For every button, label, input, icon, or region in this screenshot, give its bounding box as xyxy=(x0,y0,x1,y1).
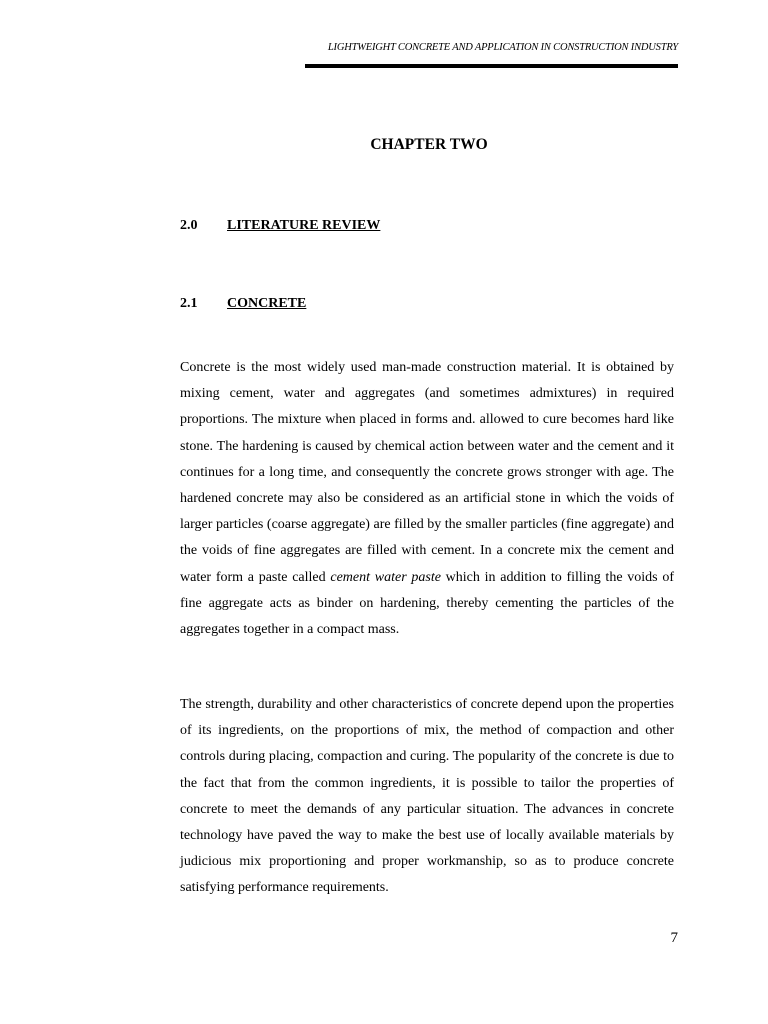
chapter-title: CHAPTER TWO xyxy=(370,136,488,153)
section-number: 2.0 xyxy=(180,218,198,233)
body-paragraph-2: The strength, durability and other characteristics of concrete depend upon the properties of its ingredients, on the proportions of mix, the method of compaction and other controls during placing, compaction and curing. The popularity of the concrete is due to the fact that from the common ingredients, it is possible to tailor the properties of concrete to meet the demands of any particular situation. The advances in concrete technology have paved the way to make the best use of locally available materials by judicious mix proportioning and proper workmanship, so as to produce concrete satisfying performance requirements. xyxy=(180,697,674,896)
section-title: CONCRETE xyxy=(227,296,307,311)
section-heading-2-0 xyxy=(180,218,380,234)
section-title: LITERATURE REVIEW xyxy=(227,218,381,233)
section-heading-2-1 xyxy=(180,296,306,312)
emphasized-term: cement water paste xyxy=(330,569,441,585)
paragraph-text: Concrete is the most widely used man-made construction material. It is obtained by mixing cement, water and aggregates (and sometimes admixtures) in required proportions. The mixture when placed in forms and. allowed to cure becomes hard like stone. The hardening is caused by chemical action between water and the cement and it continues for a long time, and consequently the concrete grows stronger with age. The hardened concrete may also be considered as an artificial stone in which the voids of larger particles (coarse aggregate) are filled by the smaller particles (fine aggregate) and the voids of fine aggregates are filled with cement. In a concrete mix the cement and water form a paste called xyxy=(180,360,674,585)
body-paragraph-1 xyxy=(180,355,674,643)
paragraph-text: which in addition to filling the voids of fine aggregate acts as binder on hardening, thereby cementing the particles of the aggregates together in a compact mass. xyxy=(180,569,674,638)
running-header: LIGHTWEIGHT CONCRETE AND APPLICATION IN CONSTRUCTION INDUSTRY xyxy=(327,42,678,53)
header-rule xyxy=(305,64,678,68)
page-number: 7 xyxy=(670,930,678,946)
section-number: 2.1 xyxy=(180,296,198,311)
